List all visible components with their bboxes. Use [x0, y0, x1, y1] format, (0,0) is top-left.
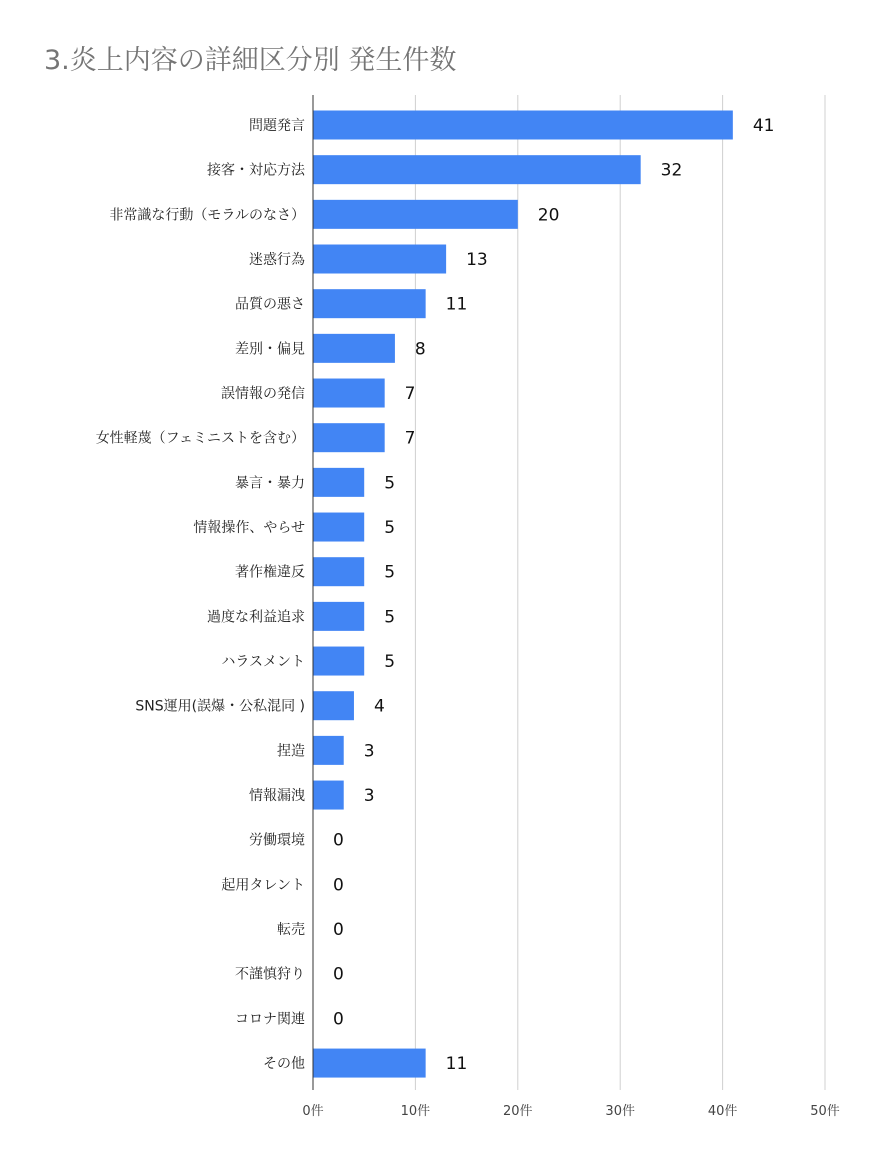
x-tick-label: 20件	[503, 1104, 533, 1119]
data-label: 5	[384, 607, 396, 628]
data-label: 0	[333, 875, 344, 896]
category-label: 女性軽蔑（フェミニストを含む）	[95, 430, 305, 447]
bar	[313, 691, 354, 720]
category-label: 不謹慎狩り	[235, 966, 305, 983]
data-label: 7	[404, 384, 416, 405]
data-label: 13	[466, 250, 488, 271]
data-label: 7	[404, 428, 416, 449]
category-label: 捏造	[277, 743, 305, 760]
category-label: ハラスメント	[221, 654, 305, 671]
category-label: 情報漏洩	[249, 788, 305, 805]
bar	[313, 557, 364, 586]
bar	[313, 379, 385, 408]
category-label: 転売	[277, 922, 305, 939]
category-label: 起用タレント	[221, 877, 305, 894]
category-labels	[96, 118, 306, 1072]
x-tick-label: 30件	[605, 1104, 635, 1119]
bar	[313, 155, 641, 184]
bar	[313, 513, 364, 542]
data-label: 5	[384, 562, 396, 583]
bar	[313, 781, 344, 810]
bar	[313, 334, 395, 363]
category-label: SNS運用(誤爆・公私混同 )	[135, 698, 305, 715]
x-tick-label: 40件	[707, 1104, 738, 1119]
category-label: 品質の悪さ	[235, 296, 305, 313]
data-label: 3	[363, 741, 375, 762]
bar	[313, 736, 344, 765]
bar	[313, 245, 446, 274]
data-label: 3	[363, 786, 375, 807]
bar	[313, 1049, 426, 1078]
x-tick-labels	[302, 1104, 839, 1119]
data-label: 5	[384, 473, 396, 494]
gridlines	[415, 95, 825, 1090]
bar	[313, 468, 364, 497]
data-label: 5	[384, 652, 396, 673]
data-label: 0	[333, 1009, 344, 1030]
bar	[313, 423, 385, 452]
data-label: 41	[752, 116, 775, 136]
data-label: 32	[660, 160, 683, 181]
data-label: 5	[384, 518, 396, 539]
bar	[313, 647, 364, 676]
category-label: コロナ関連	[235, 1011, 305, 1028]
category-label: その他	[263, 1056, 305, 1073]
bars	[313, 111, 733, 1078]
bar	[313, 111, 733, 140]
data-label: 0	[333, 920, 344, 941]
x-tick-label: 10件	[400, 1104, 431, 1119]
category-label: 非常識な行動（モラルのなさ）	[109, 207, 305, 224]
chart-title: 3.炎上内容の詳細区分別 発生件数	[44, 45, 457, 76]
data-label: 0	[333, 830, 344, 851]
data-label: 8	[414, 339, 426, 360]
data-label: 0	[333, 964, 344, 985]
category-label: 差別・偏見	[235, 341, 305, 358]
category-label: 迷惑行為	[249, 252, 305, 269]
bar	[313, 200, 518, 229]
category-label: 問題発言	[249, 118, 305, 134]
data-label: 11	[445, 294, 468, 315]
bar	[313, 602, 364, 631]
category-label: 労働環境	[249, 832, 305, 849]
data-label: 20	[537, 205, 560, 226]
bar	[313, 289, 426, 318]
category-label: 過度な利益追求	[207, 609, 305, 626]
category-label: 誤情報の発信	[221, 386, 305, 403]
x-tick-label: 0件	[302, 1104, 324, 1119]
category-label: 暴言・暴力	[235, 475, 305, 492]
category-label: 情報操作、やらせ	[193, 520, 305, 537]
x-tick-label: 50件	[810, 1104, 840, 1119]
category-label: 著作権違反	[235, 564, 305, 581]
category-label: 接客・対応方法	[207, 162, 305, 179]
data-label: 4	[373, 696, 385, 717]
data-label: 11	[445, 1054, 468, 1075]
